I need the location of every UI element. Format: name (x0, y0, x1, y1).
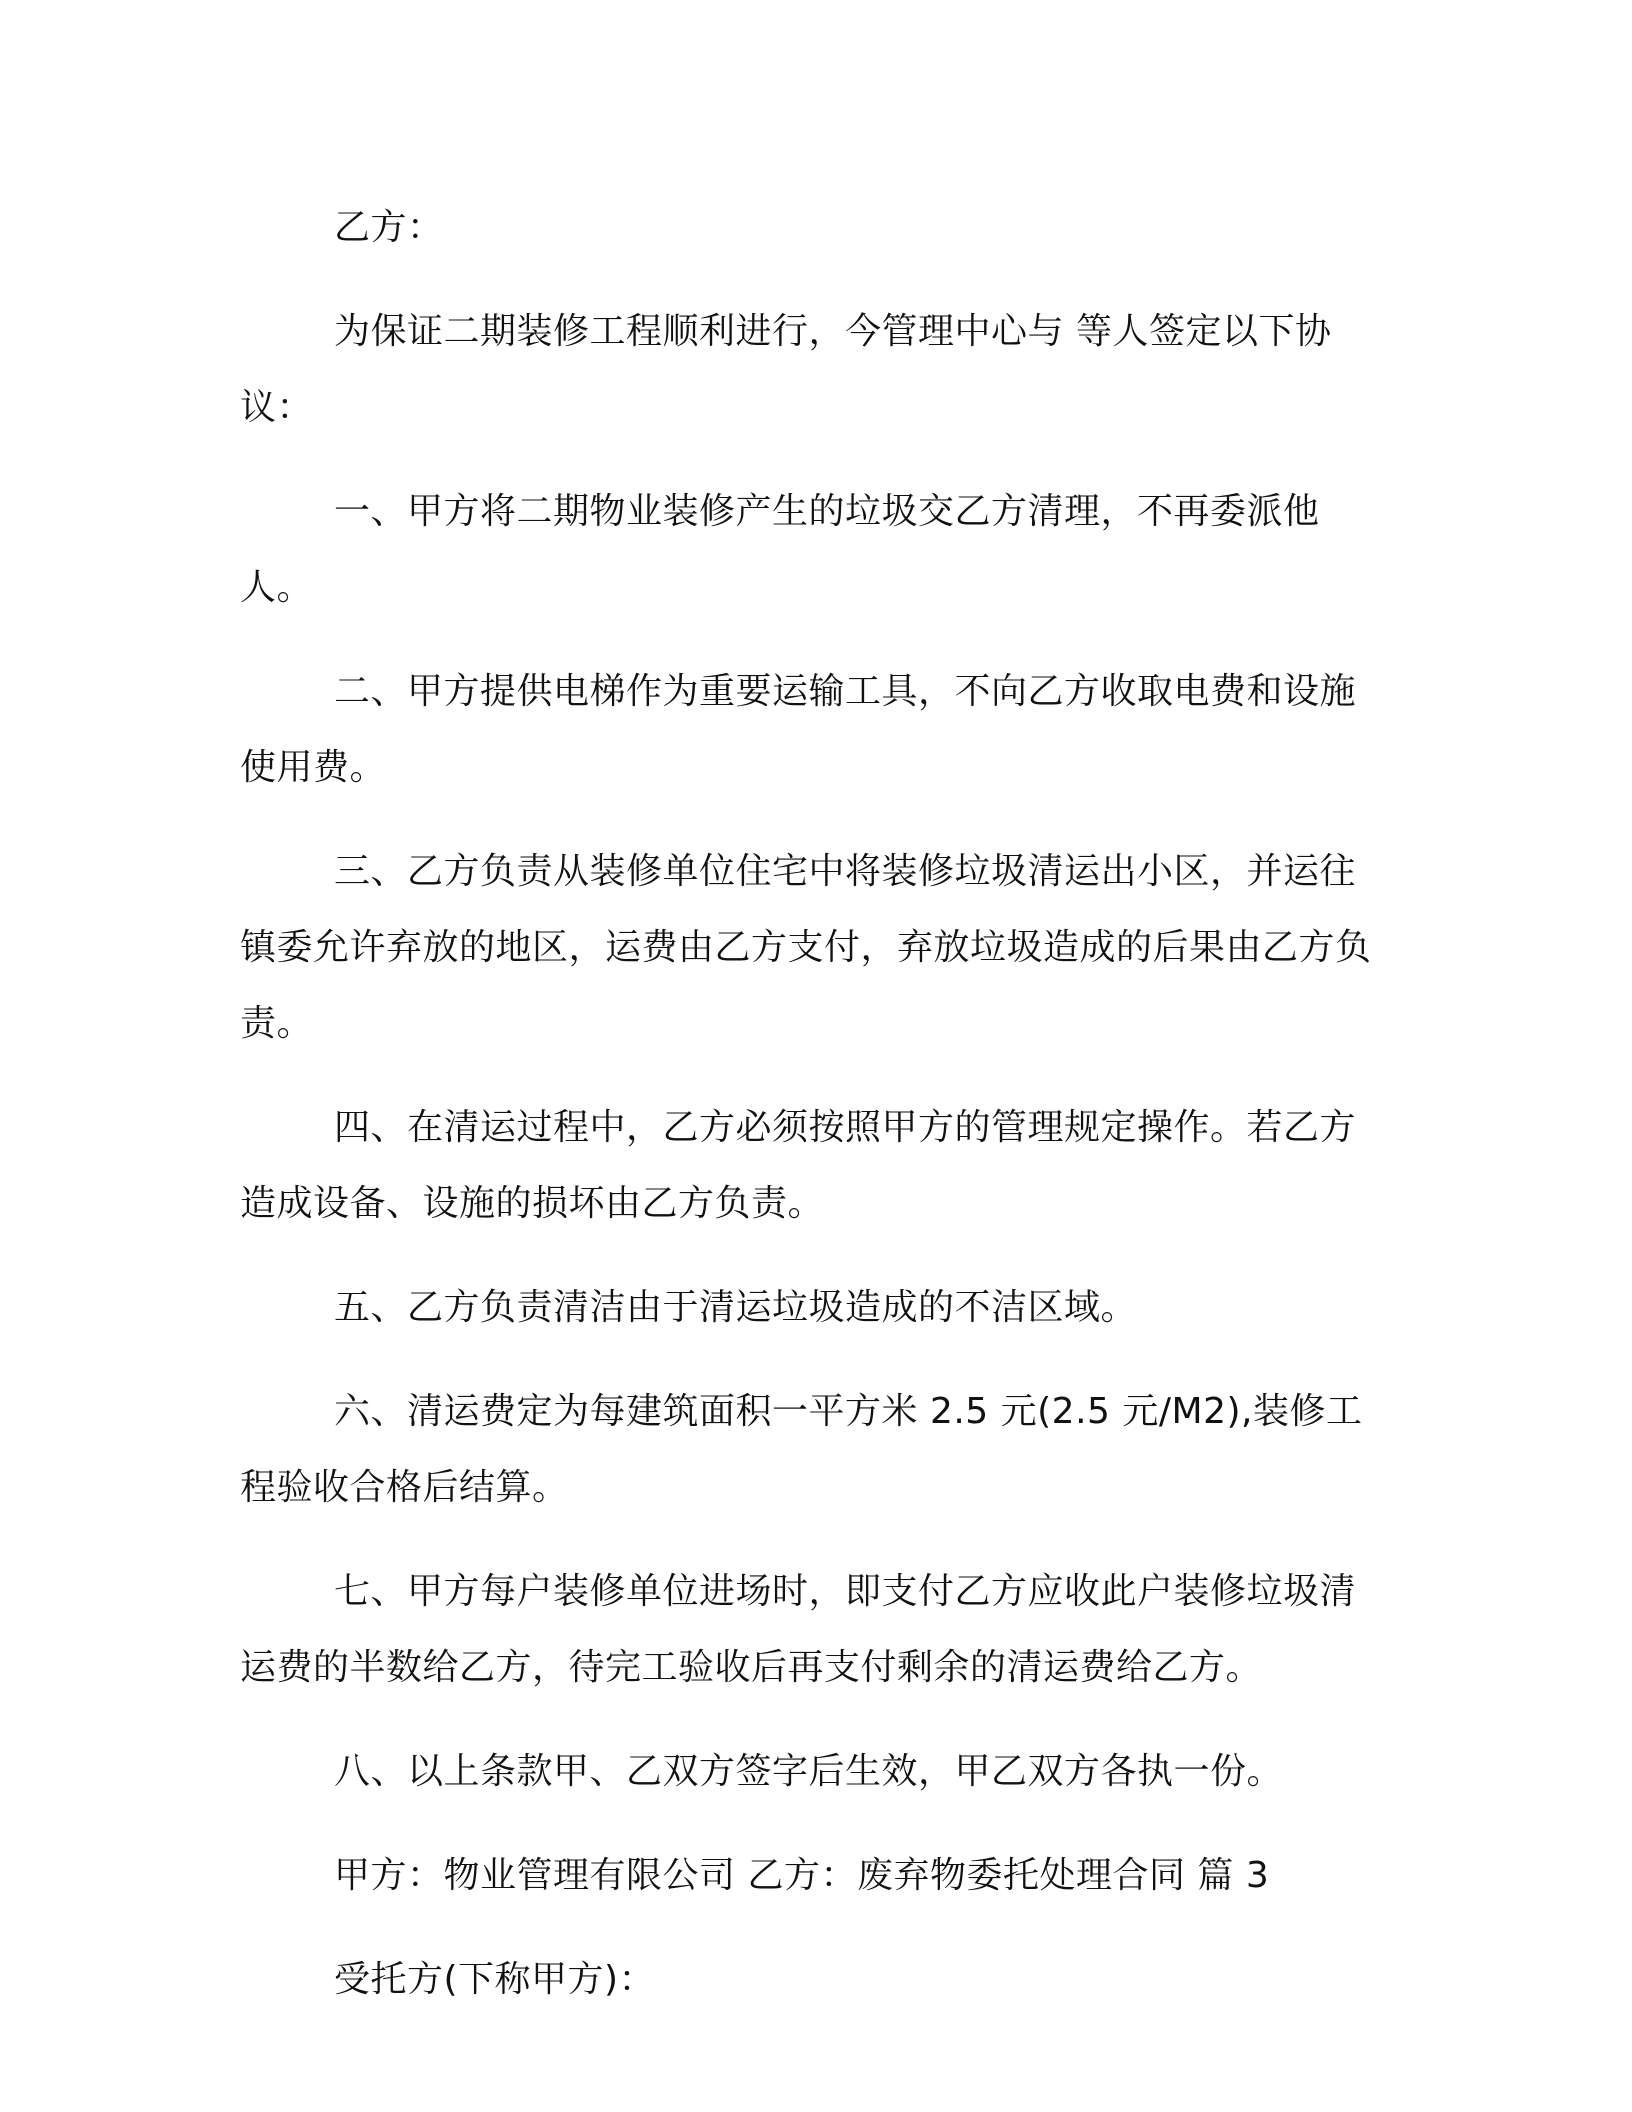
clause-6: 六、清运费定为每建筑面积一平方米 2.5 元(2.5 元/M2),装修工程验收合格后结算。 (240, 1391, 1363, 1508)
clause-4: 四、在清运过程中，乙方必须按照甲方的管理规定操作。若乙方造成设备、设施的损坏由乙方负责。 (240, 1107, 1357, 1224)
clause-3: 三、乙方负责从装修单位住宅中将装修垃圾清运出小区，并运往镇委允许弃放的地区，运费由乙方支付，弃放垃圾造成的后果由乙方负责。 (240, 851, 1372, 1044)
signature-line: 甲方：物业管理有限公司 乙方：废弃物委托处理合同 篇 3 (334, 1855, 1270, 1896)
party-b-label: 乙方： (334, 207, 444, 248)
clause-7: 七、甲方每户装修单位进场时，即支付乙方应收此户装修垃圾清运费的半数给乙方，待完工验收后再支付剩余的清运费给乙方。 (240, 1571, 1357, 1688)
clause-1: 一、甲方将二期物业装修产生的垃圾交乙方清理，不再委派他人。 (240, 491, 1320, 608)
agreement-intro: 为保证二期装修工程顺利进行，今管理中心与 等人签定以下协议： (240, 311, 1332, 428)
trustee-label: 受托方(下称甲方)： (334, 1959, 656, 2000)
clause-5: 五、乙方负责清洁由于清运垃圾造成的不洁区域。 (334, 1287, 1138, 1328)
clause-2: 二、甲方提供电梯作为重要运输工具，不向乙方收取电费和设施使用费。 (240, 671, 1357, 788)
clause-8: 八、以上条款甲、乙双方签字后生效，甲乙双方各执一份。 (334, 1751, 1284, 1792)
document-body (240, 190, 1375, 2046)
